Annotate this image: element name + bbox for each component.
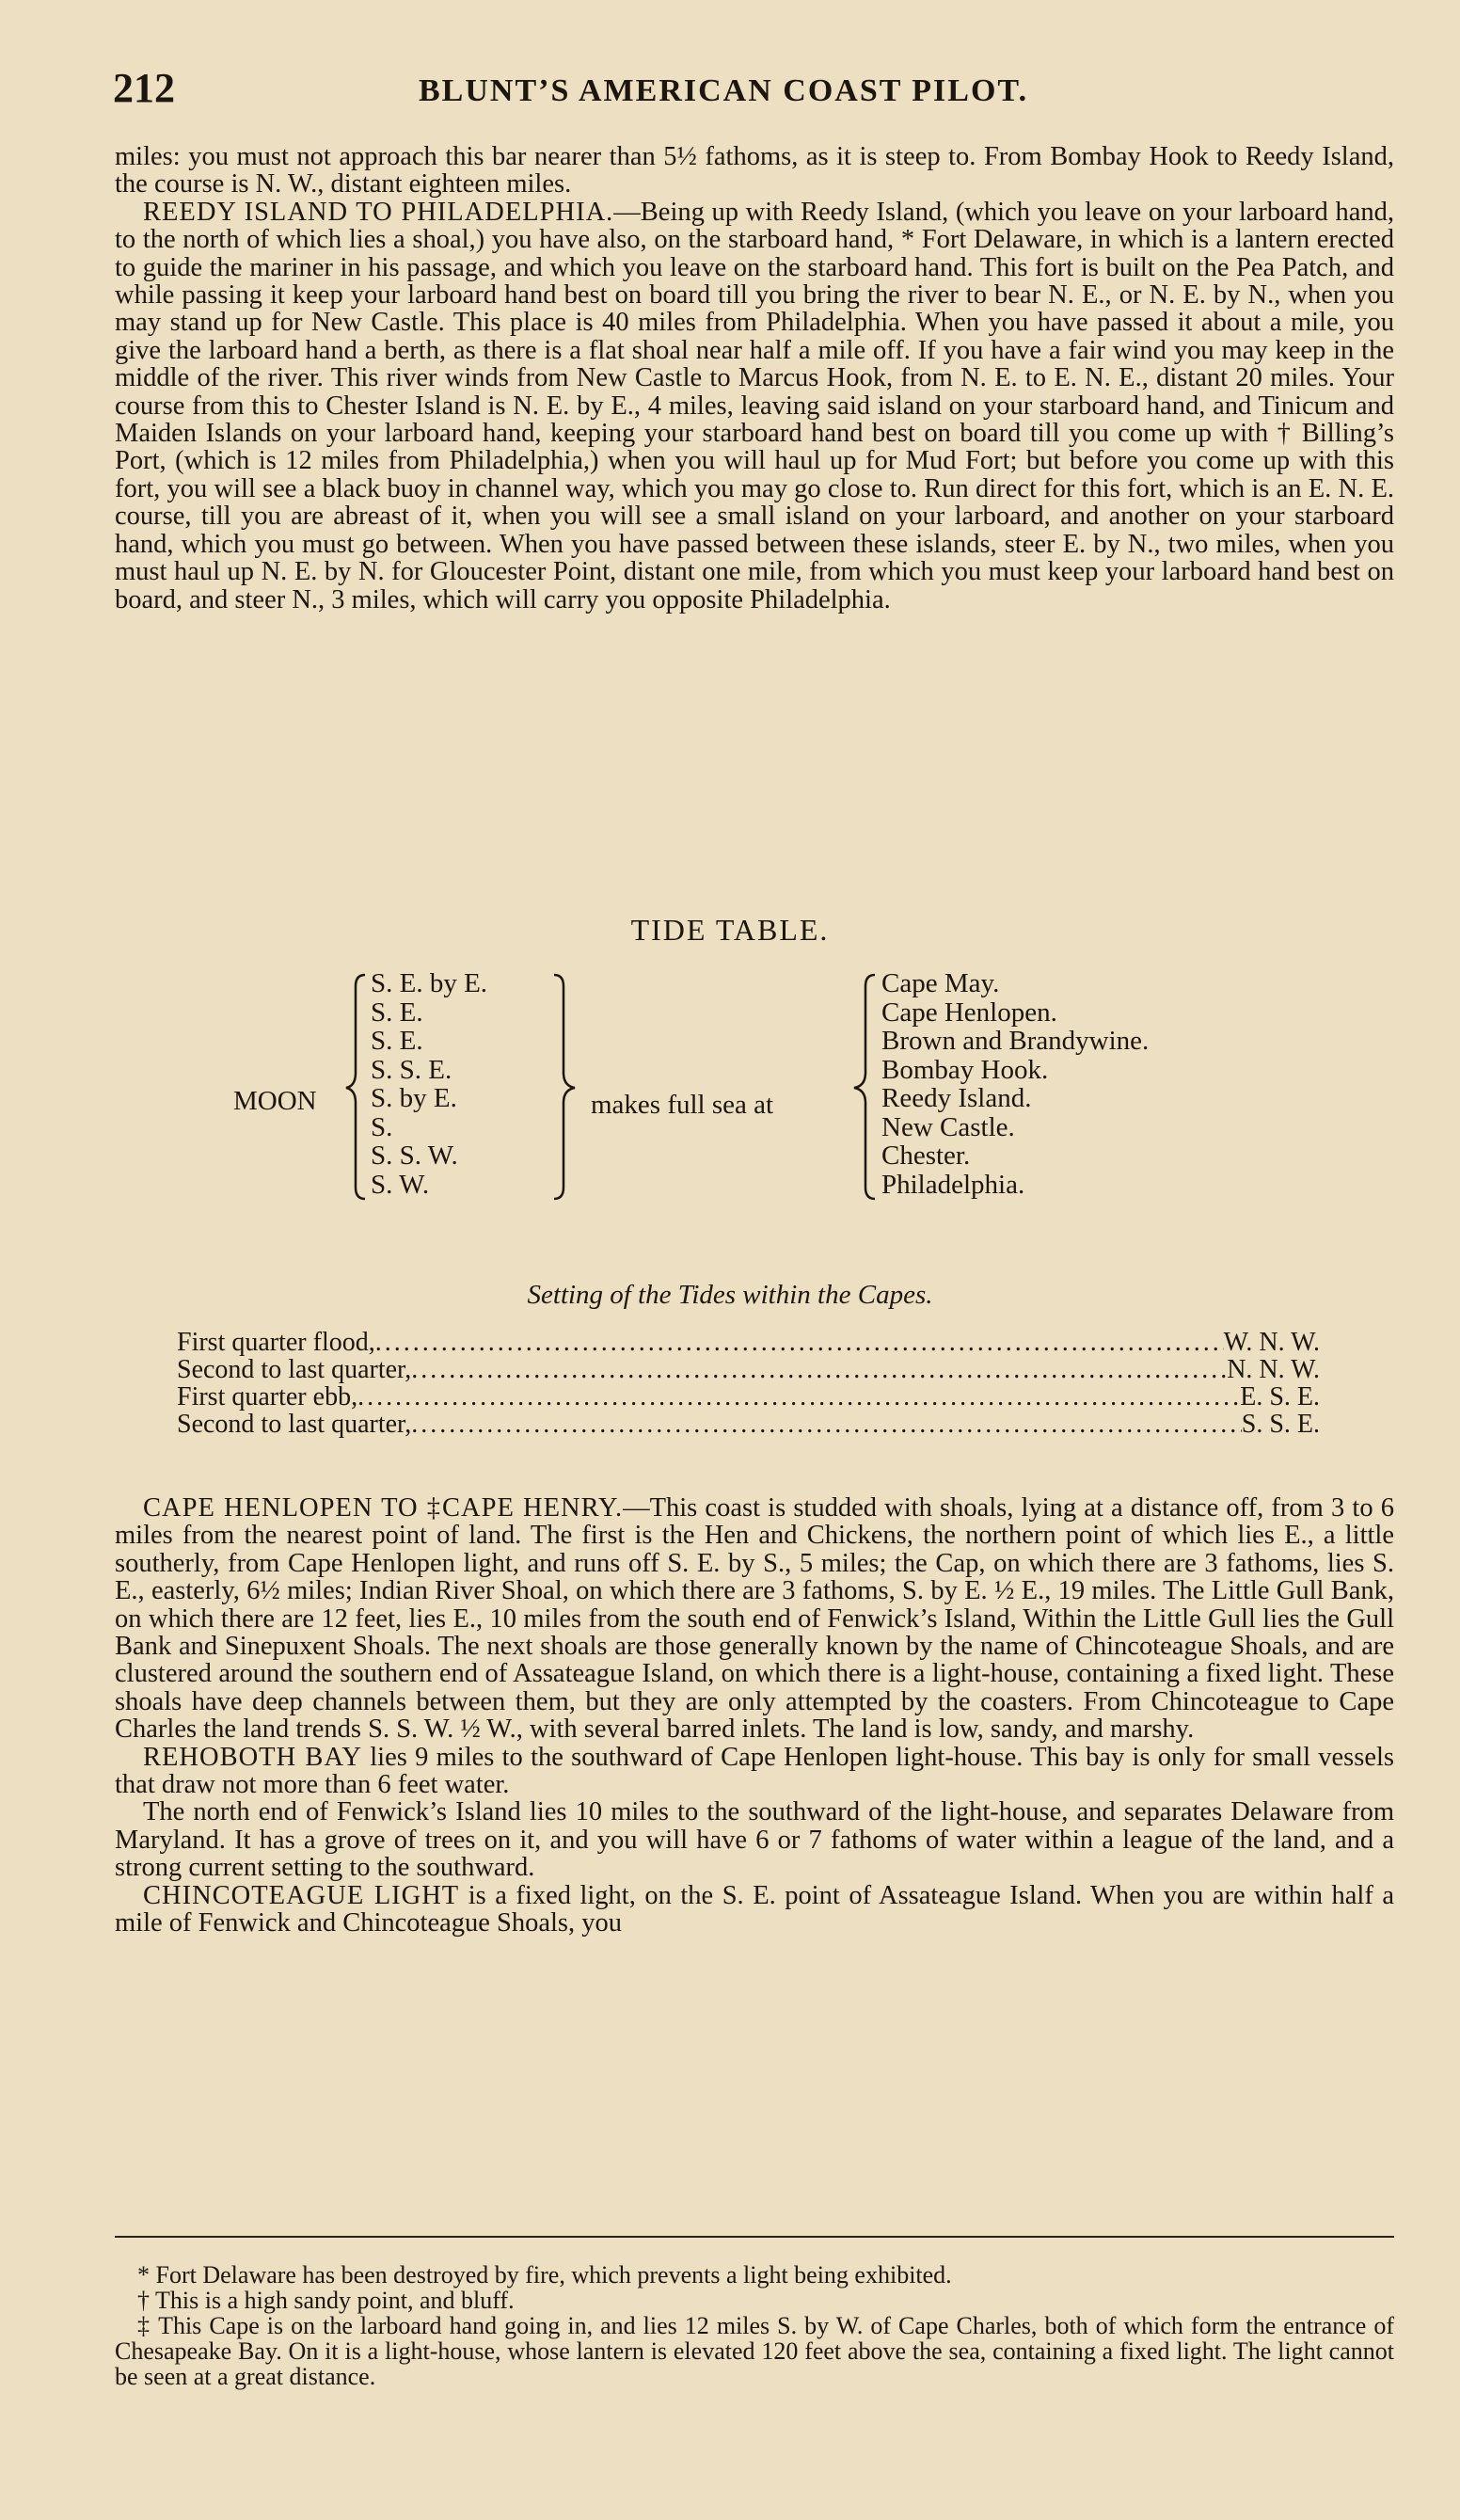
section-heading: REHOBOTH BAY: [143, 1742, 362, 1772]
footnotes: [115, 2262, 1394, 2389]
section-heading: CAPE HENLOPEN TO ‡CAPE HENRY.: [143, 1493, 624, 1523]
section-heading: REEDY ISLAND TO PHILADELPHIA.: [143, 197, 614, 227]
paragraph-body: is a fixed light, on the S. E. point of Assateague Island. When you are within half a mile of Fenwick and Chincoteague Shoals, you: [115, 1880, 1394, 1938]
settings-label: First quarter ebb,: [177, 1382, 358, 1412]
paragraph-fenwick-island: The north end of Fenwick’s Island lies 10 miles to the southward of the light-house, and separates Delaware from Maryland. It has a grove of trees on it, and you will have 6 or 7 fathoms of water within a league of the land, and a strong current setting to the southward.: [115, 1797, 1394, 1883]
settings-row: [177, 1356, 1320, 1383]
bearing-item: S. E.: [371, 1026, 423, 1056]
settings-row: [177, 1411, 1320, 1438]
text-block-lower: [115, 1494, 1394, 1938]
place-item: Brown and Brandywine.: [881, 1026, 1150, 1056]
bearing-item: S. E.: [371, 997, 423, 1028]
place-item: New Castle.: [881, 1111, 1015, 1142]
paragraph-cape-henlopen: [115, 1494, 1394, 1744]
bearing-item: S. S. W.: [371, 1140, 458, 1171]
settings-label: First quarter flood,: [177, 1328, 375, 1357]
page-header: [113, 64, 1392, 120]
paragraph-chincoteague-light: [115, 1882, 1394, 1938]
bearing-item: S.: [371, 1111, 393, 1142]
settings-value: W. N. W.: [1223, 1328, 1320, 1357]
bearing-item: S. S. E.: [371, 1054, 452, 1085]
paragraph-body: lies 9 miles to the southward of Cape Henlopen light-house. This bay is only for small vessels that draw not more than 6 feet water.: [115, 1742, 1394, 1800]
connector-text: makes full sea at: [591, 1090, 774, 1120]
settings-row: [177, 1329, 1320, 1356]
place-item: Reedy Island.: [881, 1083, 1032, 1113]
footnote: † This is a high sandy point, and bluff.: [137, 2287, 515, 2314]
settings-value: E. S. E.: [1240, 1382, 1320, 1412]
settings-list: [177, 1329, 1320, 1438]
left-brace: [344, 969, 373, 1204]
place-item: Philadelphia.: [881, 1169, 1025, 1200]
settings-value: S. S. E.: [1241, 1410, 1320, 1439]
bearing-item: S. by E.: [371, 1083, 457, 1113]
place-item: Chester.: [881, 1140, 971, 1171]
place-item: Cape May.: [881, 968, 1000, 998]
running-head: BLUNT’S AMERICAN COAST PILOT.: [419, 73, 1029, 108]
paragraph-body: —Being up with Reedy Island, (which you leave on your larboard hand, to the north of which lies a shoal,) you have also, on the starboard hand, * Fort Delaware, in which is a lantern erected to guide the mariner in his passage, and which you leave on the starboard hand. This fort is built on the Pea Patch, and while passing it keep your larboard hand best on board till you bring the river to bear N. E., or N. E. by N., when you may stand up for New Castle. This place is 40 miles from Philadelphia. When you have passed it about a mile, you give the larboard hand a berth, as there is a flat shoal near half a mile off. If you have a fair wind you may keep in the middle of the river. This river winds from New Castle to Marcus Hook, from N. E. to E. N. E., distant 20 miles. Your course from this to Chester Island is N. E. by E., 4 miles, leaving said island on your starboard hand, and Tinicum and Maiden Islands on your larboard hand, keeping your starboard hand best on board till you come up with † Billing’s Port, (which is 12 miles from Philadelphia,) when you will haul up for Mud Fort; but before you come up with this fort, you will see a black buoy in channel way, which you may go close to. Run direct for this fort, which is an E. N. E. course, till you are abreast of it, when you will see a small island on your larboard, and another on your starboard hand, which you must go between. When you have passed between these islands, steer E. by N., two miles, when you must haul up N. E. by N. for Gloucester Point, distant one mile, from which you must keep your larboard hand best on board, and steer N., 3 miles, which will carry you opposite Philadelphia.: [115, 197, 1394, 614]
page-number: 212: [113, 65, 175, 111]
footnote: * Fort Delaware has been destroyed by fire, which prevents a light being exhibited.: [137, 2261, 952, 2289]
moon-label: MOON: [233, 1086, 317, 1116]
settings-label: Second to last quarter,: [177, 1355, 412, 1384]
settings-title: Setting of the Tides within the Capes.: [527, 1280, 933, 1310]
settings-row: [177, 1383, 1320, 1411]
tide-table-title: TIDE TABLE.: [630, 913, 830, 947]
paragraph-body: —This coast is studded with shoals, lying at a distance off, from 3 to 6 miles from the nearest point of land. The first is the Hen and Chickens, the northern point of which lies E., a little southerly, from Cape Henlopen light, and runs off S. E. by S., 5 miles; the Cap, on which there are 3 fathoms, lies S. E., easterly, 6½ miles; Indian River Shoal, on which there are 3 fathoms, S. by E. ½ E., 19 miles. The Little Gull Bank, on which there are 12 feet, lies E., 10 miles from the south end of Fenwick’s Island, Within the Little Gull lies the Gull Bank and Sinepuxent Shoals. The next shoals are those generally known by the name of Chincoteague Shoals, and are clustered around the southern end of Assateague Island, on which there is a light-house, containing a fixed light. These shoals have deep channels between them, but they are only attempted by the coasters. From Chincoteague to Cape Charles the land trends S. S. W. ½ W., with several barred inlets. The land is low, sandy, and marshy.: [115, 1493, 1395, 1745]
section-heading: CHINCOTEAGUE LIGHT: [143, 1880, 460, 1910]
settings-value: N. N. W.: [1227, 1355, 1320, 1384]
bearing-item: S. E. by E.: [371, 968, 488, 998]
dot-leader: [411, 1356, 1227, 1383]
paragraph-bombay-hook: miles: you must not approach this bar nearer than 5½ fathoms, as it is steep to. From Bombay Hook to Reedy Island, the course is N. W., distant eighteen miles.: [115, 142, 1394, 199]
bearing-item: S. W.: [371, 1169, 430, 1200]
footnote-rule: [115, 2236, 1394, 2238]
place-item: Bombay Hook.: [881, 1054, 1049, 1085]
footnote: ‡ This Cape is on the larboard hand going in, and lies 12 miles S. by W. of Cape Charles, both of which form the entrance of Chesapeake Bay. On it is a light-house, whose lantern is elevated 120 feet above the sea, containing a fixed light. The light cannot be seen at a great distance.: [115, 2312, 1394, 2390]
middle-brace: [550, 969, 579, 1204]
text-block-upper: [115, 143, 1394, 614]
bearing-column: [371, 969, 487, 1199]
place-column: [881, 969, 1149, 1199]
dot-leader: [411, 1411, 1241, 1438]
settings-label: Second to last quarter,: [177, 1410, 412, 1439]
paragraph-reedy-island: [115, 199, 1394, 614]
dot-leader: [375, 1329, 1224, 1356]
paragraph-rehoboth-bay: [115, 1744, 1394, 1799]
right-brace: [852, 969, 881, 1204]
tide-table: [0, 969, 1460, 1252]
place-item: Cape Henlopen.: [881, 997, 1057, 1028]
dot-leader: [357, 1383, 1240, 1411]
